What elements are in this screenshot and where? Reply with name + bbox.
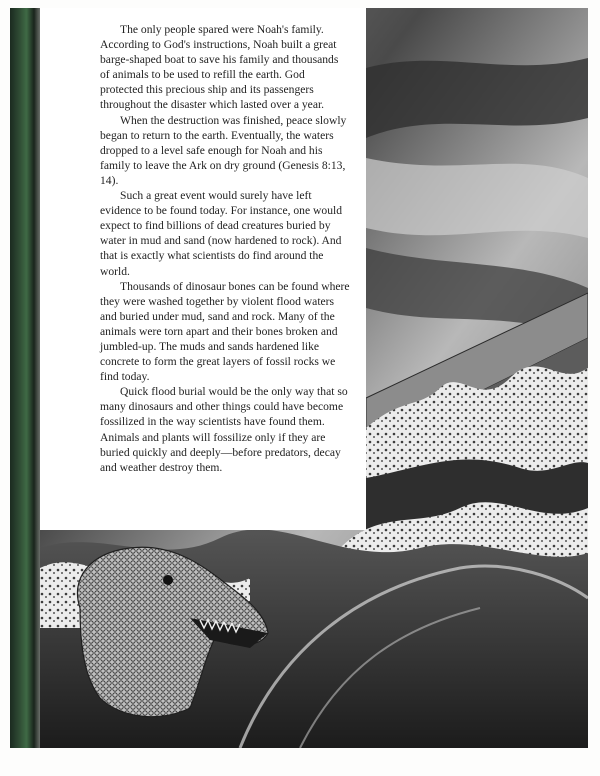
light-cloud-band: [366, 158, 588, 238]
book-spine-edge: [10, 8, 40, 748]
paragraph-flood-burial: Quick flood burial would be the only way that so many dinosaurs and other things could have become fossilized in the way scientists have found them. Animals and plants will fossilize only if they are buried quickly and deeply—before predators, decay and weather destroy them.: [100, 385, 348, 474]
paragraph-evidence: Such a great event would surely have left evidence to be found today. For instance, one would expect to find billions of dead creatures buried by water in mud and sand (now hardened to rock). And that is exactly what scientists do find around the world.: [100, 189, 343, 278]
paragraph-dinosaur-bones: Thousands of dinosaur bones can be found where they were washed together by violent flood waters and buried under mud, sand and rock. Many of the animals were torn apart and their bones broken and jumbled-up. The muds and sands hardened like concrete to form the great layers of fossil rocks we find today.: [100, 279, 350, 384]
text-panel: [40, 8, 366, 530]
dinosaur-eye: [163, 575, 173, 585]
paragraph-peace-returns: When the destruction was finished, peace slowly began to return to the earth. Eventually, the waters dropped to a level safe enough for Noah and his family to leave the Ark on dry ground (Genesis 8:13, 14).: [100, 113, 347, 187]
paragraph-noah-family: The only people spared were Noah's family. According to God's instructions, Noah built a great barge-shaped boat to save his family and thousands of animals to be used to refill the earth. God protected this precious ship and its passengers throughout the disaster which lasted over a year.: [100, 23, 339, 112]
